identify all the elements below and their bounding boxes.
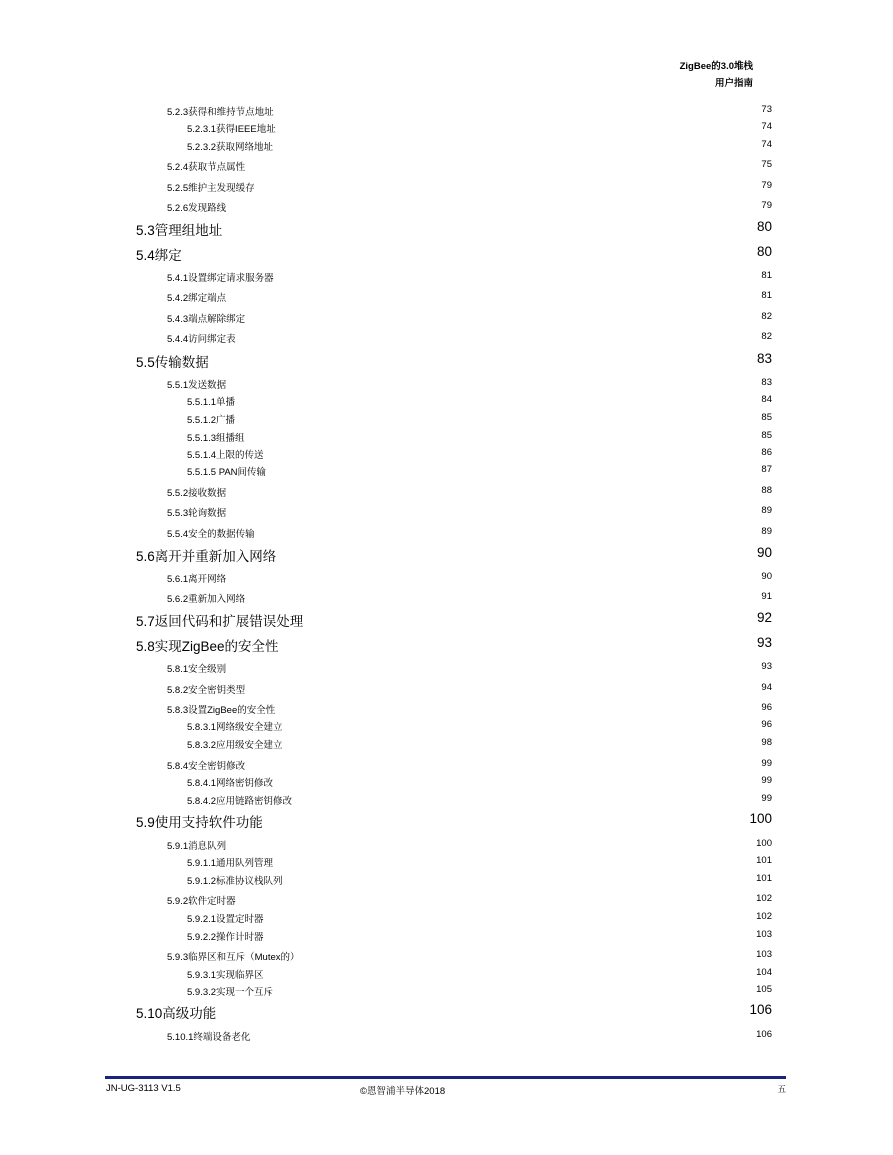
toc-entry[interactable] (0, 245, 893, 263)
toc-entry-page: 81 (761, 290, 772, 301)
toc-entry-page: 82 (761, 311, 772, 322)
toc-entry-page: 99 (761, 775, 772, 786)
toc-entry-title: 5.5.1发送数据 (167, 380, 227, 391)
toc-entry-title: 5.4绑定 (136, 248, 182, 263)
toc-entry[interactable] (0, 909, 893, 927)
toc-entry[interactable] (0, 198, 893, 216)
toc-entry-title: 5.9.3.1实现临界区 (187, 970, 264, 981)
toc-entry[interactable] (0, 927, 893, 945)
toc-entry-page: 100 (749, 811, 772, 826)
footer-rule (105, 1076, 786, 1079)
toc-entry-title: 5.7返回代码和扩展错误处理 (136, 614, 304, 629)
toc-entry-page: 91 (761, 591, 772, 602)
toc-entry[interactable] (0, 812, 893, 830)
toc-entry-title: 5.8.4安全密钥修改 (167, 761, 246, 772)
toc-entry[interactable] (0, 735, 893, 753)
toc-entry-title: 5.2.6发现路线 (167, 203, 227, 214)
toc-entry-title: 5.9.1.1通用队列管理 (187, 858, 274, 869)
toc-entry-page: 93 (756, 635, 772, 650)
toc-entry-title: 5.9.2.1设置定时器 (187, 914, 264, 925)
toc-entry[interactable] (0, 392, 893, 410)
toc-entry-title: 5.4.3端点解除绑定 (167, 314, 246, 325)
toc-entry-page: 103 (756, 949, 772, 960)
toc-entry-page: 100 (756, 838, 772, 849)
toc-entry-title: 5.8.4.2应用链路密钥修改 (187, 796, 293, 807)
toc-entry-page: 99 (761, 793, 772, 804)
toc-entry[interactable] (0, 791, 893, 809)
toc-entry[interactable] (0, 1003, 893, 1021)
toc-entry-page: 80 (756, 219, 772, 234)
toc-entry-page: 90 (756, 545, 772, 560)
toc-entry-title: 5.8.3.1网络级安全建立 (187, 722, 283, 733)
header-title: ZigBee的3.0堆栈 (679, 61, 753, 72)
toc-entry[interactable] (0, 462, 893, 480)
toc-entry-page: 92 (756, 610, 772, 625)
toc-entry[interactable] (0, 102, 893, 120)
toc-entry[interactable] (0, 611, 893, 629)
toc-entry-title: 5.6.2重新加入网络 (167, 594, 246, 605)
toc-entry-title: 5.5传输数据 (136, 355, 209, 370)
toc-entry-page: 96 (761, 719, 772, 730)
toc-entry-page: 79 (761, 200, 772, 211)
toc-entry-title: 5.8实现ZigBee的安全性 (136, 639, 279, 654)
toc-entry[interactable] (0, 891, 893, 909)
toc-entry[interactable] (0, 680, 893, 698)
toc-entry-page: 94 (761, 682, 772, 693)
toc-entry-title: 5.8.3.2应用级安全建立 (187, 740, 283, 751)
toc-entry[interactable] (0, 410, 893, 428)
toc-entry[interactable] (0, 352, 893, 370)
toc-entry-page: 80 (756, 244, 772, 259)
toc-entry-page: 89 (761, 505, 772, 516)
toc-entry[interactable] (0, 428, 893, 446)
toc-entry[interactable] (0, 589, 893, 607)
toc-entry-title: 5.5.1.5 PAN间传输 (187, 467, 267, 478)
toc-entry-page: 106 (749, 1002, 772, 1017)
toc-entry-title: 5.5.1.3组播组 (187, 433, 245, 444)
toc-entry-page: 85 (761, 430, 772, 441)
toc-entry[interactable] (0, 309, 893, 327)
toc-entry-page: 79 (761, 180, 772, 191)
toc-entry[interactable] (0, 288, 893, 306)
toc-entry-page: 81 (761, 270, 772, 281)
toc-entry-title: 5.6离开并重新加入网络 (136, 549, 277, 564)
toc-entry[interactable] (0, 965, 893, 983)
toc-entry[interactable] (0, 756, 893, 774)
toc-entry-title: 5.9.3临界区和互斥（Mutex的） (167, 952, 300, 963)
toc-entry-page: 99 (761, 758, 772, 769)
toc-entry[interactable] (0, 157, 893, 175)
toc-entry[interactable] (0, 503, 893, 521)
toc-entry[interactable] (0, 220, 893, 238)
toc-entry-title: 5.4.2绑定端点 (167, 293, 227, 304)
toc-entry-title: 5.9使用支持软件功能 (136, 815, 263, 830)
toc-entry[interactable] (0, 636, 893, 654)
toc-entry[interactable] (0, 178, 893, 196)
toc-entry[interactable] (0, 483, 893, 501)
toc-entry[interactable] (0, 773, 893, 791)
toc-entry-page: 90 (761, 571, 772, 582)
toc-entry-page: 104 (756, 967, 772, 978)
toc-entry-title: 5.2.4获取节点属性 (167, 162, 246, 173)
toc-entry-title: 5.4.4访问绑定表 (167, 334, 236, 345)
toc-entry-title: 5.9.1.2标准协议栈队列 (187, 876, 283, 887)
toc-entry-page: 103 (756, 929, 772, 940)
toc-entry-page: 102 (756, 911, 772, 922)
toc-entry[interactable] (0, 546, 893, 564)
toc-entry-page: 102 (756, 893, 772, 904)
toc-entry-title: 5.8.1安全级别 (167, 664, 227, 675)
toc-entry-title: 5.10.1终端设备老化 (167, 1032, 251, 1043)
toc-entry-title: 5.9.1消息队列 (167, 841, 227, 852)
toc-entry-page: 83 (756, 351, 772, 366)
toc-entry-title: 5.3管理组地址 (136, 223, 223, 238)
toc-entry[interactable] (0, 700, 893, 718)
toc-entry[interactable] (0, 445, 893, 463)
toc-entry-title: 5.10高级功能 (136, 1006, 217, 1021)
toc-entry[interactable] (0, 375, 893, 393)
toc-entry[interactable] (0, 836, 893, 854)
toc-entry[interactable] (0, 659, 893, 677)
toc-entry[interactable] (0, 853, 893, 871)
toc-entry-title: 5.5.1.4上限的传送 (187, 450, 264, 461)
toc-entry-page: 93 (761, 661, 772, 672)
toc-entry-title: 5.8.4.1网络密钥修改 (187, 778, 274, 789)
toc-entry-page: 86 (761, 447, 772, 458)
toc-entry[interactable] (0, 119, 893, 137)
toc-entry-title: 5.9.2软件定时器 (167, 896, 236, 907)
toc-entry-page: 101 (756, 873, 772, 884)
toc-entry-page: 84 (761, 394, 772, 405)
toc-entry-title: 5.9.2.2操作计时器 (187, 932, 264, 943)
toc-entry[interactable] (0, 569, 893, 587)
toc-entry[interactable] (0, 982, 893, 1000)
toc-entry[interactable] (0, 137, 893, 155)
toc-entry-page: 89 (761, 526, 772, 537)
toc-entry-title: 5.5.1.1单播 (187, 397, 236, 408)
toc-entry-page: 105 (756, 984, 772, 995)
toc-entry-page: 98 (761, 737, 772, 748)
toc-entry-title: 5.2.5维护主发现缓存 (167, 183, 255, 194)
toc-entry-page: 75 (761, 159, 772, 170)
toc-entry[interactable] (0, 329, 893, 347)
toc-entry-page: 96 (761, 702, 772, 713)
toc-entry-title: 5.5.4安全的数据传输 (167, 529, 255, 540)
toc-entry-page: 74 (761, 121, 772, 132)
toc-entry-title: 5.8.2安全密钥类型 (167, 685, 246, 696)
toc-entry-title: 5.2.3.2获取网络地址 (187, 142, 274, 153)
toc-entry-title: 5.5.2接收数据 (167, 488, 227, 499)
header-subtitle: 用户指南 (714, 78, 753, 89)
toc-entry[interactable] (0, 1027, 893, 1045)
toc-entry-page: 74 (761, 139, 772, 150)
toc-entry-title: 5.4.1设置绑定请求服务器 (167, 273, 274, 284)
toc-entry-page: 87 (761, 464, 772, 475)
toc-entry-title: 5.6.1离开网络 (167, 574, 227, 585)
toc-entry-title: 5.2.3.1获得IEEE地址 (187, 124, 276, 135)
toc-entry-page: 101 (756, 855, 772, 866)
toc-entry-page: 88 (761, 485, 772, 496)
footer-page-label: 五 (777, 1084, 786, 1094)
toc-entry-title: 5.8.3设置ZigBee的安全性 (167, 705, 276, 716)
toc-entry-title: 5.5.1.2广播 (187, 415, 236, 426)
footer-copyright: ©恩智浦半导体2018 (360, 1086, 446, 1097)
toc-entry-page: 106 (756, 1029, 772, 1040)
toc-entry[interactable] (0, 268, 893, 286)
toc-entry[interactable] (0, 871, 893, 889)
toc-entry-title: 5.5.3轮询数据 (167, 508, 227, 519)
toc-entry-page: 73 (761, 104, 772, 115)
footer-doc-id: JN-UG-3113 V1.5 (106, 1083, 181, 1094)
toc-entry-title: 5.2.3获得和维持节点地址 (167, 107, 274, 118)
toc-entry[interactable] (0, 717, 893, 735)
toc-entry[interactable] (0, 947, 893, 965)
toc-entry-page: 83 (761, 377, 772, 388)
toc-entry-page: 82 (761, 331, 772, 342)
toc-entry-title: 5.9.3.2实现一个互斥 (187, 987, 274, 998)
toc-entry[interactable] (0, 524, 893, 542)
toc-entry-page: 85 (761, 412, 772, 423)
